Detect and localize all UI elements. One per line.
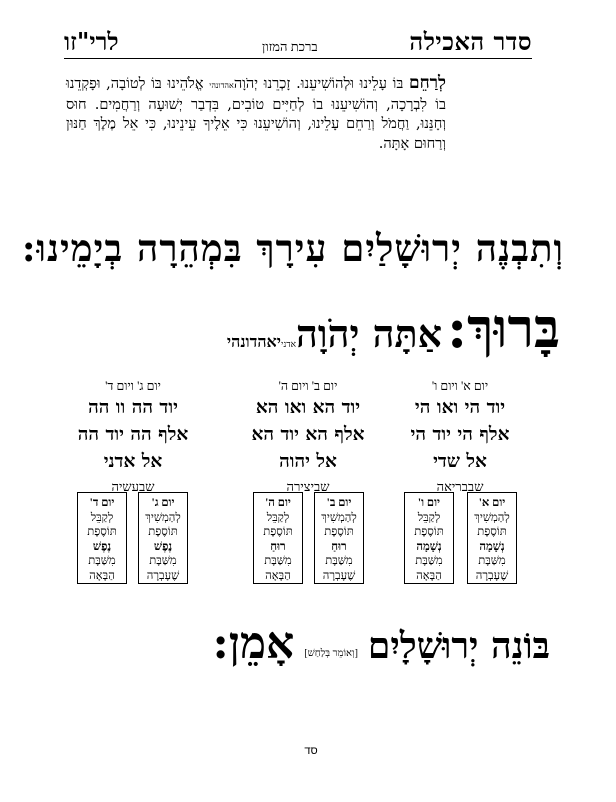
box-line: שֶׁעָבְרָה <box>146 569 180 582</box>
day-box-yom-bet <box>314 492 364 584</box>
column-name-line: אלף הא יוד הא <box>251 424 365 445</box>
column-name-line: אל יהוה <box>279 451 337 472</box>
box-line: מִשַּׁבָּת <box>149 555 177 567</box>
box-line: לְהַמְשִׁיךְ <box>474 511 510 524</box>
box-line: תּוֹסֶפֶת <box>263 526 293 538</box>
day-box-yom-alef <box>467 492 517 584</box>
column-days: יום ב' ויום ה' <box>278 379 338 393</box>
boneh-words: בּוֹנֵה יְרוּשָׁלָיִם <box>367 625 550 667</box>
box-line-soul: רוּחַ <box>270 540 286 553</box>
box-line: תּוֹסֶפֶת <box>324 526 354 538</box>
column-world: שבעשיה <box>111 479 155 494</box>
ata-divine-name: אַתָּה יְהֹוָה <box>296 311 443 356</box>
box-line: הַבָּאָה <box>265 569 291 582</box>
box-line: לְקַבֵּל <box>417 511 441 524</box>
column-world: שבבריאה <box>436 479 484 494</box>
divine-name-suffix: יאהדונהי <box>226 332 281 351</box>
baruch-line <box>150 296 560 360</box>
box-line-soul: נְשָׁמָה <box>479 540 505 553</box>
box-line: מִשַּׁבָּת <box>264 555 292 567</box>
vetivneh-line: וְתִבְנֶה יְרוּשָׁלַיִם עִירָךְ בִּמְהֵרָה בְיָמֵינוּ: <box>21 226 564 270</box>
whisper-note: [וְאוֹמֵר בְּלַחַשׁ] <box>304 648 358 659</box>
header-book-title: סדר האכילה <box>409 27 532 56</box>
paragraph-lead-word: לְרַחֵם <box>409 73 446 93</box>
column-asiyah <box>63 378 203 495</box>
lerachem-paragraph <box>66 74 446 154</box>
box-line: מִשַּׁבָּת <box>478 555 506 567</box>
column-name-line: אלף הי יוד הי <box>410 424 510 445</box>
box-title: יום ב' <box>326 497 352 509</box>
page-header <box>64 27 532 59</box>
box-line: שֶׁעָבְרָה <box>475 569 509 582</box>
column-name-line: יוד הה וו הה <box>88 397 178 418</box>
box-line-soul: נְשָׁמָה <box>416 540 442 553</box>
box-title: יום ה' <box>265 497 291 509</box>
box-line: לְהַמְשִׁיךְ <box>145 511 181 524</box>
day-box-yom-dalet <box>77 492 127 584</box>
column-name-line: יוד הא ואו הא <box>255 397 361 418</box>
box-line: תּוֹסֶפֶת <box>87 526 117 538</box>
box-line: תּוֹסֶפֶת <box>414 526 444 538</box>
box-title: יום ו' <box>417 497 441 509</box>
column-name-line: יוד הי ואו הי <box>414 397 506 418</box>
box-line: מִשַּׁבָּת <box>88 555 116 567</box>
column-world: שביצירה <box>286 479 330 494</box>
column-name-line: אלף הה יוד הה <box>77 424 189 445</box>
box-title: יום ג' <box>151 497 175 509</box>
column-yetzirah <box>238 378 378 495</box>
amen-word: אָמֵן: <box>212 618 295 669</box>
box-line-soul: נֶפֶשׁ <box>92 540 112 553</box>
header-author: לרי"זו <box>64 27 119 56</box>
box-line: מִשַּׁבָּת <box>415 555 443 567</box>
box-line: שֶׁעָבְרָה <box>322 569 356 582</box>
box-title: יום א' <box>478 497 506 509</box>
page-number: סד <box>304 745 318 757</box>
box-title: יום ד' <box>89 497 115 509</box>
box-line: תּוֹסֶפֶת <box>477 526 507 538</box>
box-line: לְקַבֵּל <box>266 511 290 524</box>
header-section-title: ברכת המזון <box>262 39 318 54</box>
column-days: יום ג' ויום ד' <box>105 379 161 393</box>
box-line: מִשַּׁבָּת <box>325 555 353 567</box>
column-days: יום א' ויום ו' <box>431 379 489 393</box>
adonai-small: אדני <box>280 340 297 350</box>
box-line: הַבָּאָה <box>416 569 442 582</box>
box-line: הַבָּאָה <box>89 569 115 582</box>
box-line: לְקַבֵּל <box>90 511 114 524</box>
column-name-line: אל אדני <box>103 451 163 472</box>
paragraph-divine-name-small: אהדונהי <box>209 81 234 90</box>
box-line: לְהַמְשִׁיךְ <box>321 511 357 524</box>
box-line-soul: נֶפֶשׁ <box>153 540 173 553</box>
column-beriah <box>390 378 530 495</box>
boneh-line <box>110 618 550 669</box>
box-line-soul: רוּחַ <box>331 540 347 553</box>
day-box-yom-gimel <box>138 492 188 584</box>
paragraph-text-1: בּוֹ עָלֵינוּ וּלְהוֹשִׁיעֵנוּ. זָכְרֵנוּ יְהֹוָה <box>233 76 410 92</box>
day-box-yom-heh <box>253 492 303 584</box>
paragraph-text-2: אֱלֹהֵינוּ בּוֹ לְטוֹבָה, וּפָקְדֵנוּ בוֹ לִבְרָכָה, וְהוֹשִׁיעֵנוּ בוֹ לְחַיִּים טוֹבִים, בִּדְבַר יְשׁוּעָה וְרַחֲמִים. חוּס וְחָנֵּנוּ, וַחֲמֹל וְרַחֵם עָלֵינוּ, וְהוֹשִׁיעֵנוּ כִּי אֵלֶיךָ עֵינֵינוּ, כִּי אֵל מֶלֶךְ חַנּוּן וְרַחוּם אָתָּה. <box>66 76 446 152</box>
box-line: תּוֹסֶפֶת <box>148 526 178 538</box>
baruch-word: בָּרוּךְ: <box>447 296 560 360</box>
column-name-line: אל שדי <box>433 451 487 472</box>
day-box-yom-vav <box>404 492 454 584</box>
